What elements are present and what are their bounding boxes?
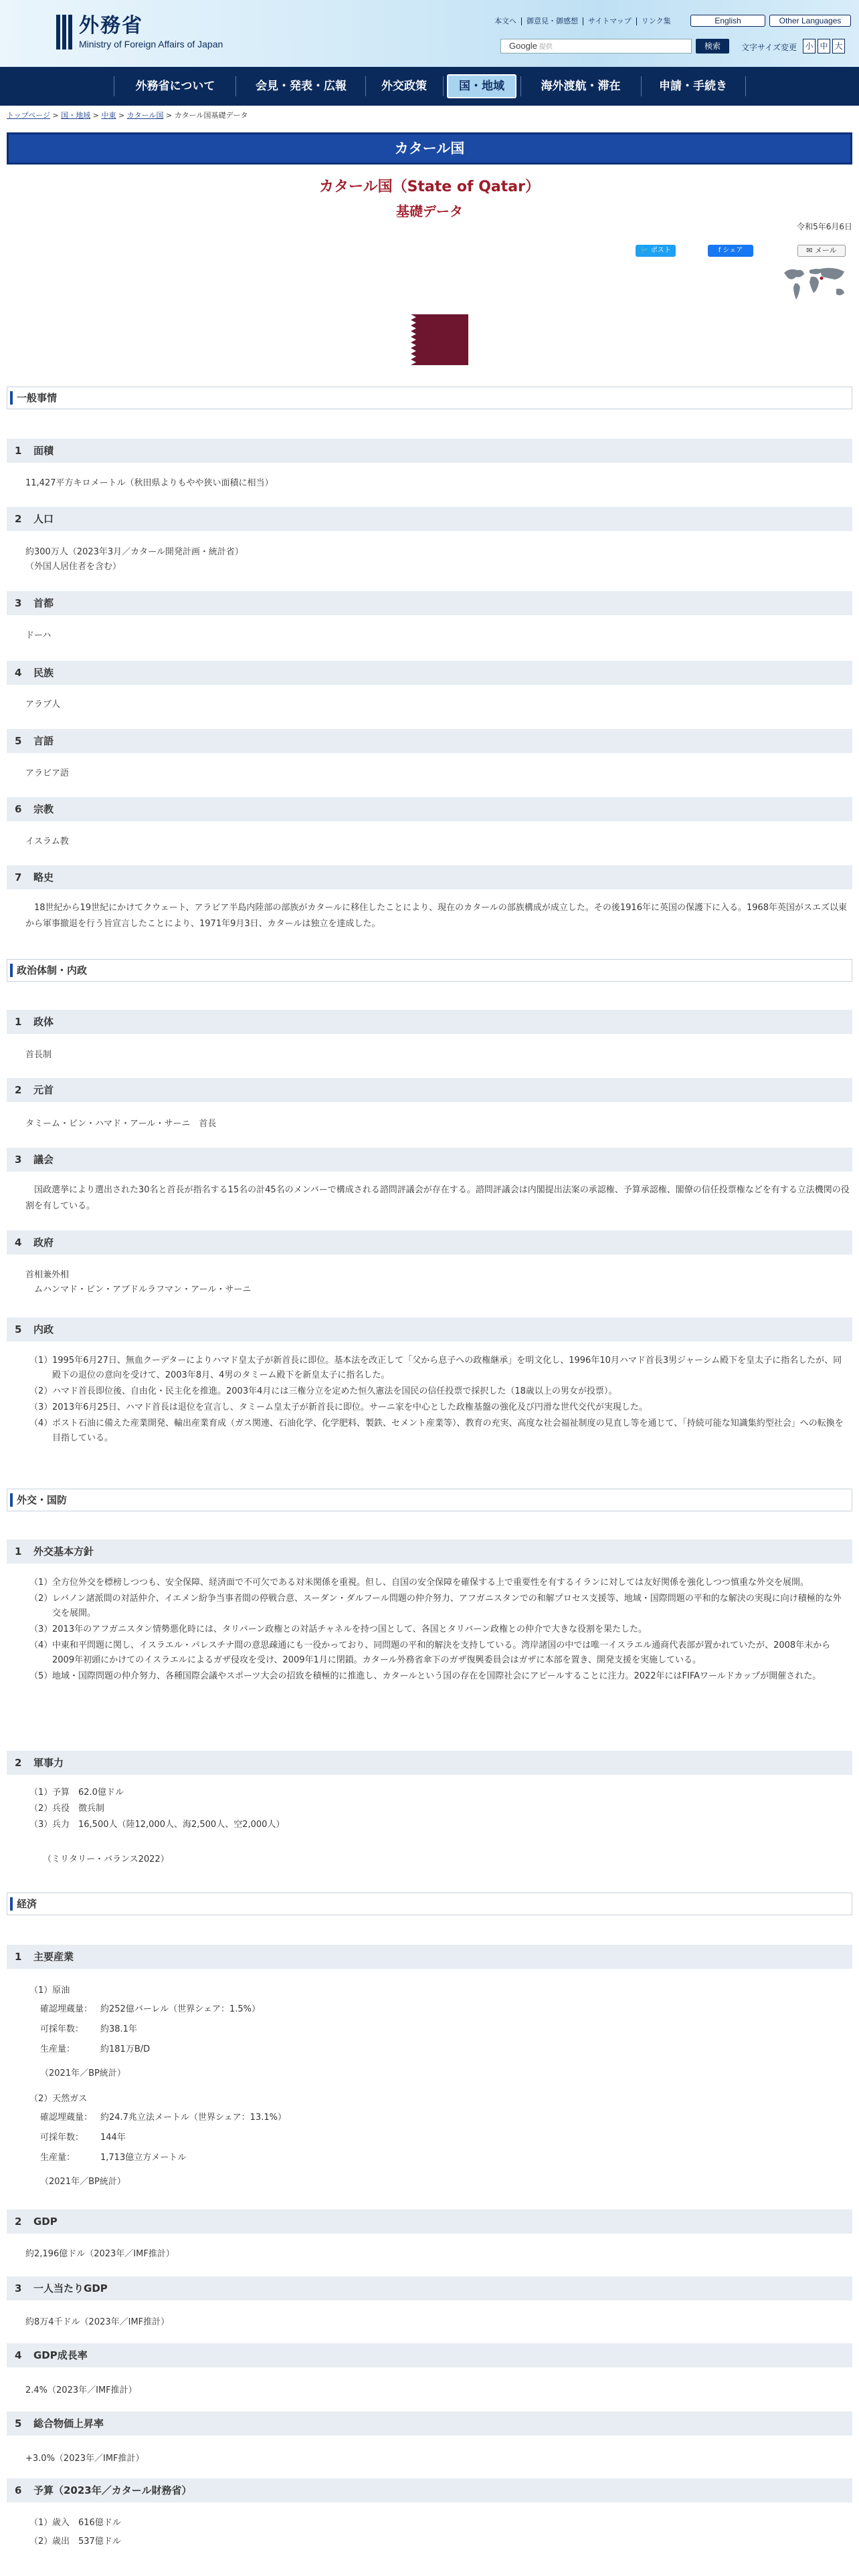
list-item: （2） レバノン諸派間の対話仲介、イエメン紛争当事者間の停戦合意、スーダン・ダルフール問題の仲介努力、アフガニスタンでの和解プロセス支援等、地域・国際問題の平和的な解決の実現に向け積極的な外交を展開。 [29, 1594, 842, 1618]
gas-reserves-key: 確認埋蔵量： [40, 2113, 93, 2123]
text-capital: ドーハ [25, 631, 52, 641]
util-link-feedback[interactable]: 御意見・御感想 [521, 17, 583, 25]
oil-years-value: 約38.1年 [100, 2024, 137, 2034]
gas-years-value: 144年 [100, 2133, 126, 2143]
heading-language: 5 言語 [7, 729, 852, 753]
breadcrumb-middle-east[interactable]: 中東 [101, 111, 116, 120]
heading-budget: 6 予算（2023年／カタール財務省） [7, 2478, 852, 2502]
mofa-emblem-icon [56, 15, 74, 49]
tweet-button[interactable]: 🐦 ポスト [636, 245, 676, 257]
oil-source-note: （2021年／BP統計） [40, 2068, 126, 2078]
industry-oil-label: （1）原油 [29, 1985, 70, 1996]
heading-gdp-growth: 4 GDP成長率 [7, 2343, 852, 2367]
fontsize-label: 文字サイズ変更 [741, 43, 797, 52]
breadcrumb-current: カタール国基礎データ [174, 111, 248, 120]
list-item: （1） 予算 62.0億ドル [29, 1788, 124, 1798]
list-item: （2） ハマド首長即位後、自由化・民主化を推進。2003年4月には三権分立を定めた恒久憲法を国民の信任投票で採択した（18歳以上の男女が投票）。 [29, 1386, 617, 1396]
text-language: アラビア語 [25, 768, 70, 778]
heading-head-of-state: 2 元首 [7, 1078, 852, 1102]
logo-english: Ministry of Foreign Affairs of Japan [79, 39, 223, 49]
text-gdp-per-capita: 約8万4千ドル（2023年／IMF推計） [25, 2317, 170, 2327]
heading-government: 4 政府 [7, 1230, 852, 1255]
page-title-bar: カタール国 [7, 132, 852, 165]
facebook-icon: f [718, 247, 721, 254]
list-item: （2） 歳出 537億ドル [29, 2537, 121, 2547]
qatar-flag [391, 314, 468, 365]
heading-history: 7 略史 [7, 865, 852, 889]
site-logo[interactable] [56, 15, 223, 49]
fontsize-large-button[interactable]: 大 [832, 39, 845, 53]
list-military [29, 1786, 850, 1834]
search-google-label: Google [509, 41, 537, 51]
heading-capital: 3 首都 [7, 591, 852, 615]
oil-reserves-value: 約252億バーレル（世界シェア：1.5%） [100, 2004, 260, 2014]
list-diplomatic-policy [29, 1576, 850, 1685]
world-map-icon[interactable] [780, 263, 850, 304]
text-gdp: 約2,196億ドル（2023年／IMF推計） [25, 2249, 175, 2259]
util-link-sitemap[interactable]: サイトマップ [583, 17, 636, 25]
gas-reserves-value: 約24.7兆立法メートル（世界シェア：13.1%） [100, 2113, 286, 2123]
site-header [0, 0, 859, 67]
mail-button[interactable]: ✉ メール [797, 245, 846, 257]
heading-parliament: 3 議会 [7, 1148, 852, 1172]
twitter-icon: 🐦 [640, 247, 649, 254]
nav-travel[interactable]: 海外渡航・滞在 [541, 80, 621, 93]
section-general: 一般事情 [7, 387, 852, 409]
global-nav [0, 67, 859, 106]
heading-religion: 6 宗教 [7, 797, 852, 821]
list-item: （1） 歳入 616億ドル [29, 2518, 121, 2528]
heading-population: 2 人口 [7, 507, 852, 531]
breadcrumb: トップページ > 国・地域 > 中東 > カタール国 > カタール国基礎データ [7, 111, 248, 120]
nav-about-ministry[interactable]: 外務省について [135, 80, 215, 93]
list-item: （2） 兵役 徴兵制 [29, 1804, 105, 1814]
country-title: カタール国（State of Qatar） [319, 179, 540, 195]
list-domestic-politics [29, 1354, 850, 1447]
text-gdp-growth: 2.4%（2023年／IMF推計） [25, 2385, 137, 2395]
text-area: 11,427平方キロメートル（秋田県よりもやや狭い面積に相当） [25, 478, 274, 488]
search-button[interactable]: 検索 [696, 39, 729, 53]
nav-countries-regions[interactable]: 国・地域 [447, 74, 516, 98]
text-government-2: ムハンマド・ビン・アブドルラフマン・アール・サーニ [25, 1285, 252, 1295]
logo-japanese: 外務省 [79, 14, 143, 37]
industry-gas-label: （2）天然ガス [29, 2094, 88, 2104]
breadcrumb-top[interactable]: トップページ [7, 111, 51, 120]
military-source-note: （ミリタリー・バランス2022） [43, 1854, 169, 1864]
text-religion: イスラム教 [25, 837, 69, 847]
basic-data-subtitle: 基礎データ [396, 203, 463, 219]
fontsize-small-button[interactable]: 小 [803, 39, 816, 53]
heading-polity: 1 政体 [7, 1010, 852, 1034]
facebook-share-button[interactable]: f シェア [708, 245, 753, 257]
list-item: （4） 中東和平問題に関し、イスラエル・パレスチナ間の意思疎通にも一役かっており、同問題の平和的解決を支持している。湾岸諸国の中では唯一イスラエル通商代表部が置かれていたが、2008年末から2009年初頭にかけてのイスラエルによるガザ侵攻を受け、2009年1月に閉鎖。カタール外務省傘下のガザ復興委員会はガザに本部を置き、開発支援を実施している。 [29, 1640, 831, 1665]
list-item: （3） 兵力 16,500人（陸12,000人、海2,500人、空2,000人） [29, 1820, 285, 1830]
util-link-skip-to-content[interactable]: 本文へ [494, 17, 516, 25]
text-government-1: 首相兼外相 [25, 1270, 70, 1280]
list-item: （5） 地域・国際問題の仲介努力、各種国際会議やスポーツ大会の招致を積極的に推進し、カタールという国の存在を国際社会にアピールすることに注力。2022年にはFIFAワールドカップが開催された。 [29, 1671, 822, 1681]
list-item: （3） 2013年のアフガニスタン情勢悪化時には、タリバーン政権との対話チャネルを持つ国として、各国とタリバーン政権との仲介で大きな役割を果たした。 [29, 1624, 648, 1634]
text-inflation: +3.0%（2023年／IMF推計） [25, 2454, 145, 2464]
text-polity: 首長制 [25, 1050, 52, 1060]
breadcrumb-countries[interactable]: 国・地域 [61, 111, 91, 120]
mail-icon: ✉ [806, 246, 813, 255]
oil-years-key: 可採年数： [40, 2024, 84, 2034]
list-budget [29, 2516, 850, 2551]
oil-production-value: 約181万B/D [100, 2044, 151, 2054]
nav-diplomacy[interactable]: 外交政策 [381, 80, 427, 93]
heading-gdp: 2 GDP [7, 2210, 852, 2234]
breadcrumb-qatar[interactable]: カタール国 [126, 111, 164, 120]
fontsize-medium-button[interactable]: 中 [818, 39, 830, 53]
gas-production-value: 1,713億立方メートル [100, 2153, 187, 2163]
heading-military: 2 軍事力 [7, 1751, 852, 1775]
list-item: （1） 1995年6月27日、無血クーデターによりハマド皇太子が新首長に即位。基本法を改正して「父から息子への政権継承」を明文化し、1996年10月ハマド首長3男ジャーシム殿下を皇太子に指名したが、同殿下の退位の意向を受けて、2003年8月、4男のタミーム殿下を新皇太子に指名した。 [29, 1356, 842, 1380]
heading-diplomatic-policy: 1 外交基本方針 [7, 1539, 852, 1564]
heading-area: 1 面積 [7, 439, 852, 463]
heading-gdp-per-capita: 3 一人当たりGDP [7, 2276, 852, 2300]
gas-source-note: （2021年／BP統計） [40, 2177, 126, 2187]
heading-inflation: 5 総合物価上昇率 [7, 2411, 852, 2436]
section-diplomacy: 外交・国防 [7, 1489, 852, 1511]
text-ethnicity: アラブ人 [25, 700, 61, 710]
gas-years-key: 可採年数： [40, 2133, 84, 2143]
nav-applications[interactable]: 申請・手続き [659, 80, 727, 93]
section-politics: 政治体制・内政 [7, 959, 852, 982]
nav-press[interactable]: 会見・発表・広報 [256, 80, 347, 93]
heading-ethnicity: 4 民族 [7, 661, 852, 685]
heading-domestic-politics: 5 内政 [7, 1317, 852, 1341]
list-item: （1） 全方位外交を標榜しつつも、安全保障、経済面で不可欠である対米関係を重視。但し、自国の安全保障を確保する上で重要性を有するイランに対しては友好関係を強化しつつ慎重な外交を展開。 [29, 1578, 809, 1588]
oil-production-key: 生産量： [40, 2044, 76, 2054]
text-population-2: （外国人居住者を含む） [25, 562, 122, 572]
list-item: （3） 2013年6月25日、ハマド首長は退位を宣言し、タミーム皇太子が新首長に即位。サーニ家を中心とした政権基盤の強化及び円滑な世代交代が実現した。 [29, 1402, 648, 1412]
update-date: 令和5年6月6日 [797, 222, 852, 231]
english-button[interactable]: English [690, 15, 765, 27]
utility-links [490, 17, 676, 25]
list-item: （4） ポスト石油に備えた産業開発、輸出産業育成（ガス関連、石油化学、化学肥料、製鉄、セメント産業等）、教育の充実、高度な社会福祉制度の見直し等を通じて、「持続可能な知識集約型社会」への転換を目指している。 [29, 1418, 844, 1443]
text-population-1: 約300万人（2023年3月／カタール開発計画・統計省） [25, 547, 244, 557]
oil-reserves-key: 確認埋蔵量： [40, 2004, 93, 2014]
text-head-of-state: タミーム・ビン・ハマド・アール・サーニ 首長 [25, 1119, 217, 1129]
search-provided-label: 提供 [539, 43, 553, 51]
search-input[interactable] [500, 39, 692, 53]
other-languages-button[interactable]: Other Languages [769, 15, 851, 27]
section-economy: 経済 [7, 1893, 852, 1915]
gas-production-key: 生産量： [40, 2153, 76, 2163]
text-history: 18世紀から19世紀にかけてクウェート、アラビア半島内陸部の部族がカタールに移住したことにより、現在のカタールの部族構成が成立した。その後1916年に英国の保護下に入る。1968年英国がスエズ以東から軍事撤退を行う旨宣言したことにより、1971年9月3日、カタールは独立を達成した。 [25, 903, 848, 929]
text-parliament: 国政選挙により選出された30名と首長が指名する15名の計45名のメンバーで構成される諮問評議会が存在する。諮問評議会は内閣提出法案の承認権、予算承認権、閣僚の信任投票権などを有する立法機関の役割を有している。 [25, 1185, 850, 1211]
heading-major-industries: 1 主要産業 [7, 1945, 852, 1969]
util-link-links[interactable]: リンク集 [636, 17, 676, 25]
